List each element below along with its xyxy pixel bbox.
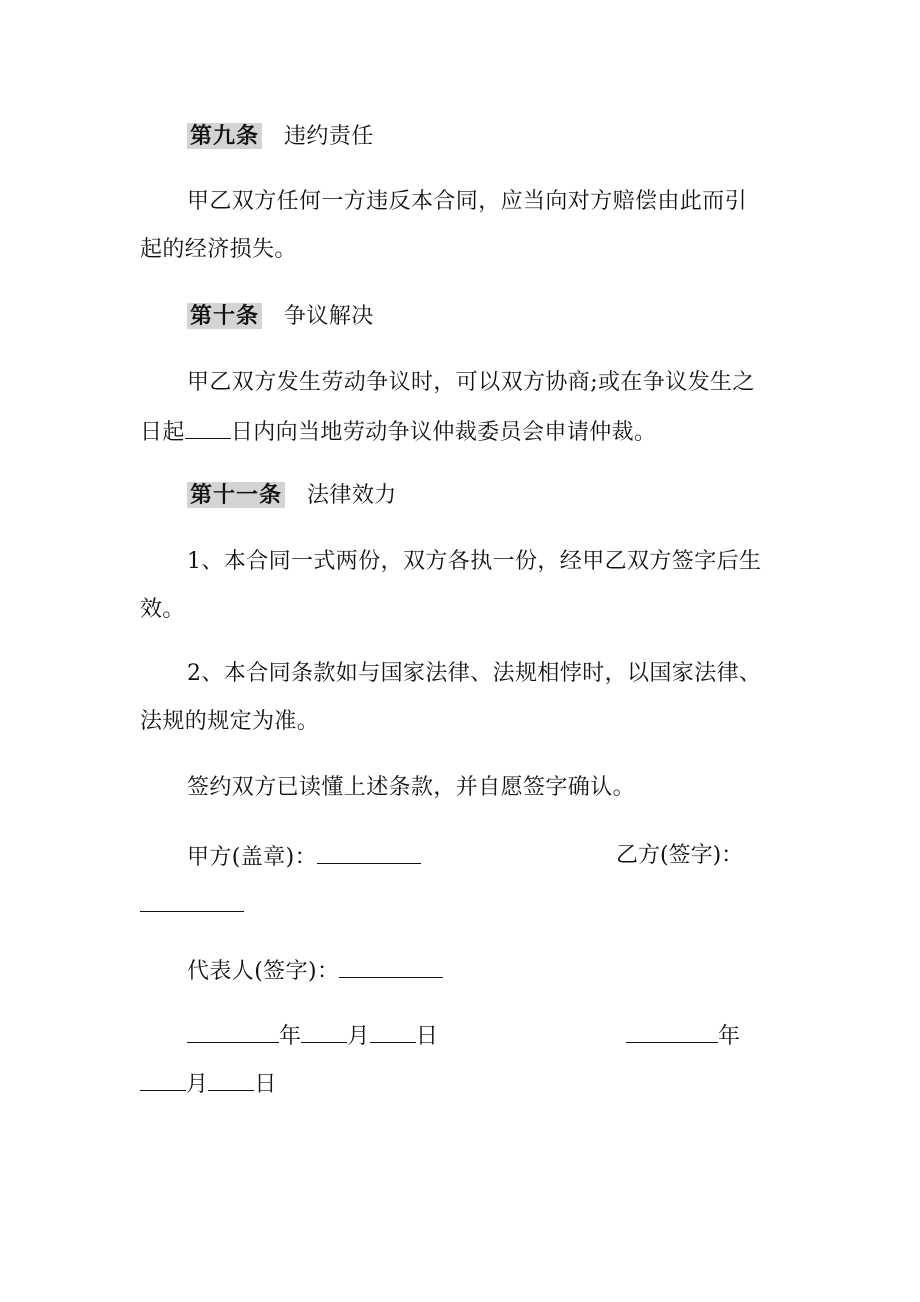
representative-blank bbox=[339, 957, 443, 978]
article-11-clause-2-line-1: 2、本合同条款如与国家法律、法规相悖时，以国家法律、 bbox=[187, 661, 762, 686]
party-b-day-label: 日 bbox=[254, 1072, 277, 1097]
party-b-label: 乙方(签字)： bbox=[616, 843, 744, 868]
party-b-month-label: 月 bbox=[186, 1072, 209, 1097]
representative-signature-line bbox=[187, 957, 827, 985]
party-b-day-blank bbox=[208, 1070, 254, 1091]
days-blank bbox=[185, 418, 231, 439]
article-10-body-line-1: 甲乙双方发生劳动争议时，可以双方协商;或在争议发生之 bbox=[187, 370, 755, 395]
article-9-number: 第九条 bbox=[187, 123, 262, 149]
confirmation-text: 签约双方已读懂上述条款，并自愿签字确认。 bbox=[187, 775, 636, 800]
party-b-year-line bbox=[626, 1022, 740, 1050]
party-a-blank bbox=[317, 843, 421, 864]
article-10-number: 第十条 bbox=[187, 303, 262, 329]
party-b-year-blank bbox=[626, 1022, 718, 1043]
article-9-heading bbox=[187, 123, 827, 150]
article-11-heading bbox=[187, 482, 827, 509]
party-a-month-blank bbox=[301, 1022, 347, 1043]
party-a-day-label: 日 bbox=[415, 1024, 439, 1049]
party-a-day-blank bbox=[370, 1022, 416, 1043]
party-a-year-blank bbox=[187, 1022, 279, 1043]
party-b-blank bbox=[140, 891, 244, 912]
article-9-body-line-1: 甲乙双方任何一方违反本合同，应当向对方赔偿由此而引 bbox=[187, 189, 748, 214]
party-b-month-blank bbox=[140, 1070, 186, 1091]
article-11-number: 第十一条 bbox=[187, 482, 285, 508]
article-10-title: 争议解决 bbox=[284, 304, 374, 329]
article-11-clause-1-line-1: 1、本合同一式两份，双方各执一份，经甲乙双方签字后生 bbox=[187, 549, 762, 574]
article-11-clause-1-line-2: 效。 bbox=[140, 597, 185, 622]
article-10-body-line-2 bbox=[140, 418, 780, 446]
article-11-clause-2-line-2: 法规的规定为准。 bbox=[140, 709, 320, 734]
party-a-year-label: 年 bbox=[279, 1024, 302, 1049]
article-10-heading bbox=[187, 303, 827, 330]
party-b-date-line bbox=[140, 1070, 780, 1098]
party-b-year-label: 年 bbox=[718, 1024, 741, 1049]
article-9-body-line-2: 起的经济损失。 bbox=[140, 237, 297, 262]
article-10-body-suffix: 日内向当地劳动争议仲裁委员会申请仲裁。 bbox=[230, 420, 657, 445]
party-a-label: 甲方(盖章)： bbox=[187, 845, 317, 870]
party-b-signature-line bbox=[140, 891, 780, 919]
article-9-title: 违约责任 bbox=[284, 124, 374, 149]
party-a-month-label: 月 bbox=[347, 1024, 370, 1049]
article-11-title: 法律效力 bbox=[307, 483, 397, 508]
article-10-body-prefix: 日起 bbox=[140, 420, 185, 445]
representative-label: 代表人(签字)： bbox=[187, 959, 340, 984]
